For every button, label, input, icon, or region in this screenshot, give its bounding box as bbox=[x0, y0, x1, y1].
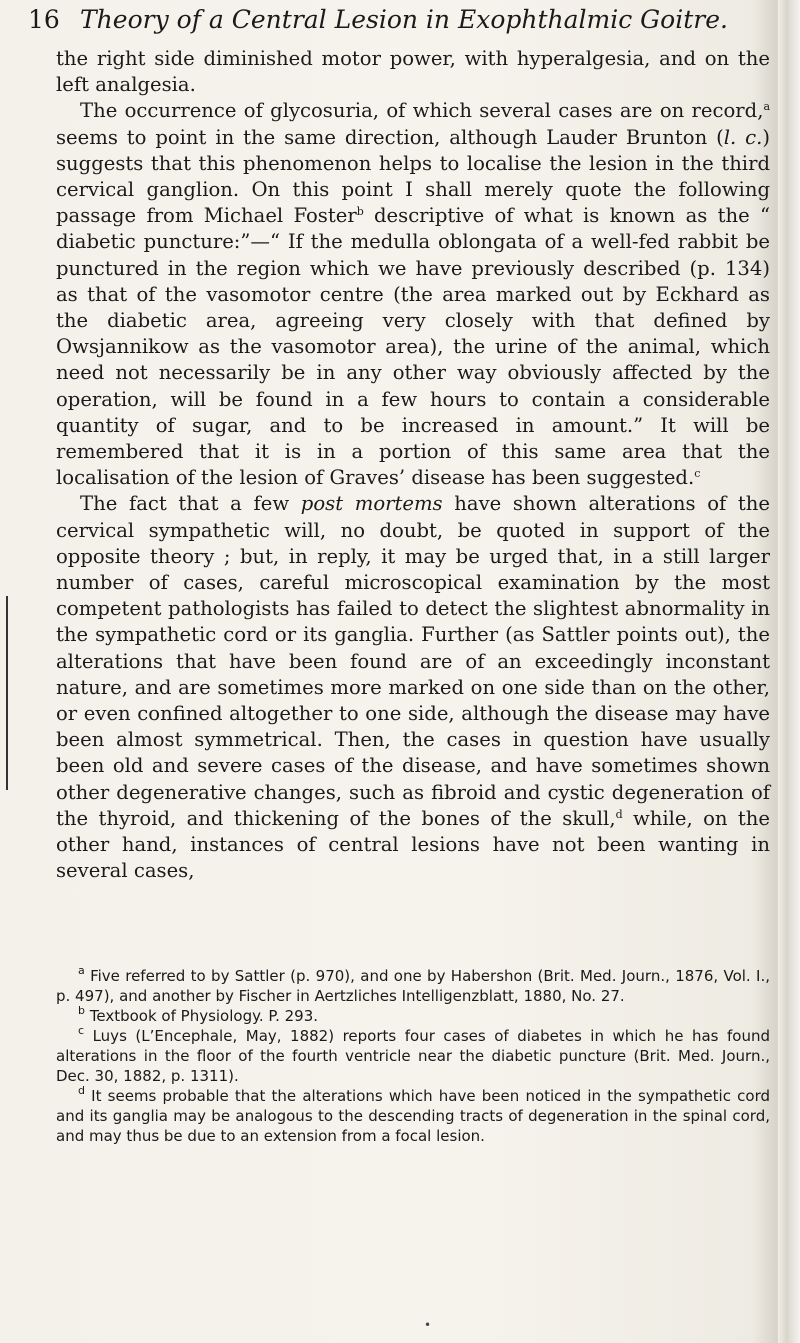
footnote-c: $^c$ Luys (L’Encephale, May, 1882) reports four cases of diabetes in which he has found alterations in the floor of the fourth ventricle near the diabetic puncture (Brit. Med. Journ., Dec. 30, 1882, p. 1311). bbox=[56, 1024, 770, 1085]
print-mark: • bbox=[424, 1318, 432, 1332]
page-number: 16 bbox=[28, 5, 60, 34]
footnotes bbox=[56, 966, 770, 1146]
body-text bbox=[56, 46, 770, 885]
running-header bbox=[28, 2, 768, 38]
paragraph-3: The fact that a few post mortems have shown alterations of the cervical sympathetic will, no doubt, be quoted in support of the opposite theory ; but, in reply, it may be urged that, in a still larger number of cases, careful microscopical examination by the most competent pathologists has failed to detect the slightest abnormality in the sympathetic cord or its ganglia. Further (as Sattler points out), the alterations that have been found are of an exceedingly inconstant nature, and are sometimes more marked on one side than on the other, or even confined altogether to one side, although the disease may have been almost symmetrical. Then, the cases in question have usually been old and severe cases of the disease, and have sometimes shown other degenerative changes, such as fibroid and cystic degeneration of the thyroid, and thickening of the bones of the skull,$^d$ while, on the other hand, instances of central lesions have not been wanting in several cases, bbox=[56, 492, 771, 883]
running-title: Theory of a Central Lesion in Exophthalmic Goitre. bbox=[80, 5, 728, 34]
footnote-ref-b: b bbox=[356, 205, 364, 219]
margin-marking bbox=[6, 596, 12, 790]
footnote-b: $^b$ Textbook of Physiology. P. 293. bbox=[78, 1004, 319, 1025]
footnote-ref-d: d bbox=[615, 807, 623, 821]
footnote-ref-a: a bbox=[763, 100, 770, 114]
paragraph-2: The occurrence of glycosuria, of which several cases are on record,$^a$ seems to point in the same direction, although Lauder Brunton (l. c.) suggests that this phenomenon helps to localise the lesion in the third cervical ganglion. On this point I shall merely quote the following passage from Michael Foster$^b$ descriptive of what is known as the “ diabetic puncture:”—“ If the medulla oblongata of a well-fed rabbit be punctured in the region which we have previously described (p. 134) as that of the vasomotor centre (the area marked out by Eckhard as the diabetic area, agreeing very closely with that defined by Owsjannikow as the vasomotor area), the urine of the animal, which need not necessarily be in any other way obviously affected by the operation, will be found in a few hours to contain a considerable quantity of sugar, and to be increased in amount.” It will be remembered that it is in a portion of this same area that the localisation of the lesion of Graves’ disease has been suggested.$^c$ bbox=[56, 99, 771, 490]
loc-cit: l. c. bbox=[723, 125, 763, 149]
paragraph-1: the right side diminished motor power, with hyperalgesia, and on the left analgesia. bbox=[56, 47, 770, 97]
footnote-ref-c: c bbox=[694, 467, 701, 481]
footnote-d: $^d$ It seems probable that the alterations which have been noticed in the sympathetic cord and its ganglia may be analogous to the descending tracts of degeneration in the spinal cord, and may thus be due to an extension from a focal lesion. bbox=[56, 1084, 770, 1145]
footnote-a: $^a$ Five referred to by Sattler (p. 970), and one by Habershon (Brit. Med. Journ., 1876, Vol. I., p. 497), and another by Fischer in Aertzliches Intelligenzblatt, 1880, No. 27. bbox=[56, 964, 770, 1005]
page-edge bbox=[778, 0, 800, 1343]
post-mortems: post mortems bbox=[300, 492, 443, 516]
